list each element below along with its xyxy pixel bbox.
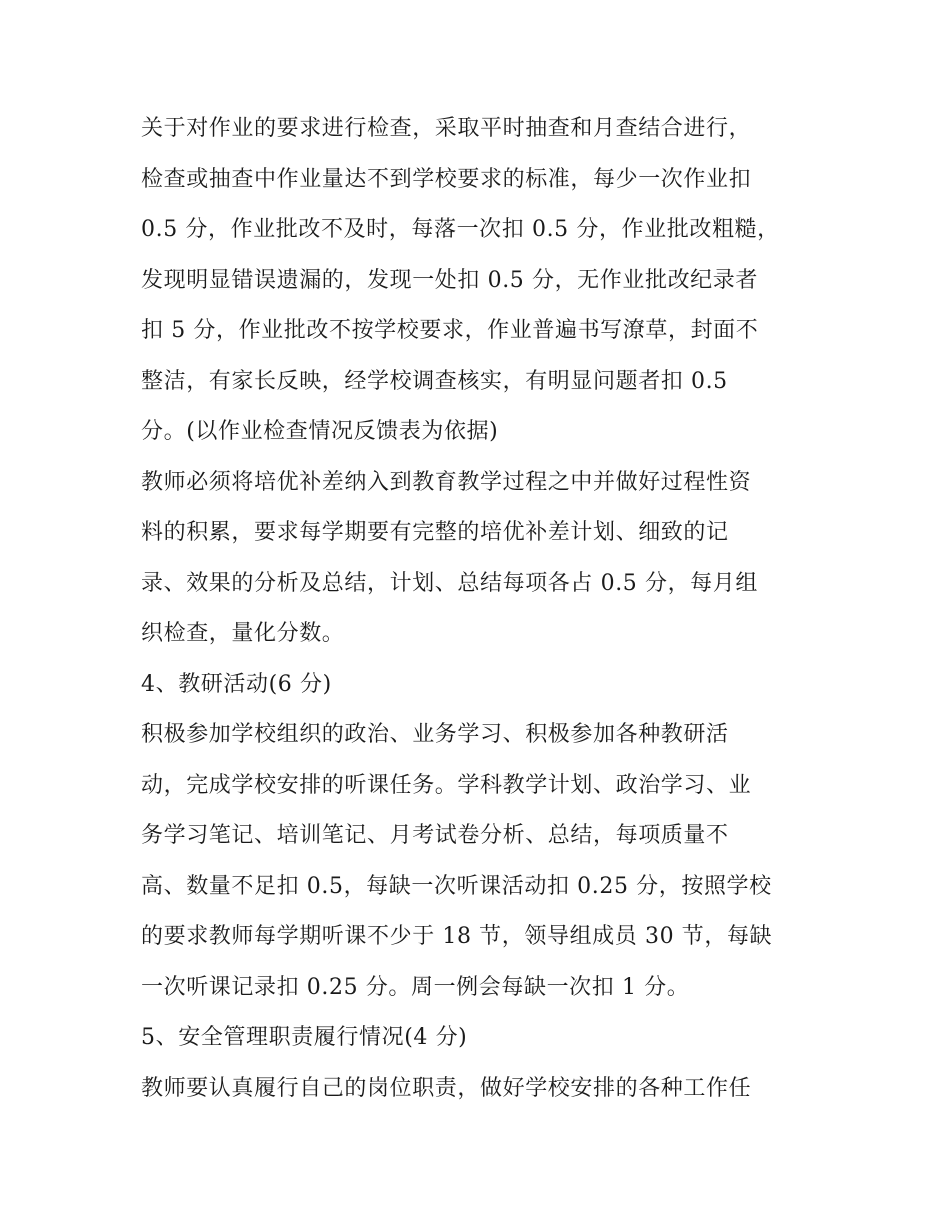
document-page [141, 104, 821, 1114]
paragraph-safety-management: 教师要认真履行自己的岗位职责，做好学校安排的各种工作任 [141, 1075, 752, 1101]
paragraph-homework-check: 关于对作业的要求进行检查，采取平时抽查和月查结合进行， 检查或抽查中作业量达不到学校要求的标准，每少一次作业扣 0.5 分，作业批改不及时，每落一次扣 0.5 分，作业批改粗糙， 发现明显错误遗漏的，发现一处扣 0.5 分，无作业批改纪录者 扣 5 分，作业批改不按学校要求，作业普遍书写潦草，封面不 整洁，有家长反映，经学校调查核实，有明显问题者扣 0.5 分。(以作业检查情况反馈表为依据) [141, 116, 780, 444]
section-heading-safety-management: 5、安全管理职责履行情况(4 分) [141, 1025, 468, 1050]
section-heading-teaching-research: 4、教研活动(6 分) [141, 671, 332, 697]
paragraph-tutoring: 教师必须将培优补差纳入到教育教学过程之中并做好过程性资 料的积累，要求每学期要有完整的培优补差计划、细致的记 录、效果的分析及总结，计划、总结每项各占 0.5 分，每月组 织检查，量化分数。 [141, 469, 758, 646]
paragraph-teaching-research: 积极参加学校组织的政治、业务学习、积极参加各种教研活 动，完成学校安排的听课任务。学科教学计划、政治学习、业 务学习笔记、培训笔记、月考试卷分析、总结，每项质量不 高、数量不足扣 0.5，每缺一次听课活动扣 0.25 分，按照学校 的要求教师每学期听课不少于 18 节，领导组成员 30 节，每缺 一次听课记录扣 0.25 分。周一例会每缺一次扣 1 分。 [141, 722, 773, 1000]
